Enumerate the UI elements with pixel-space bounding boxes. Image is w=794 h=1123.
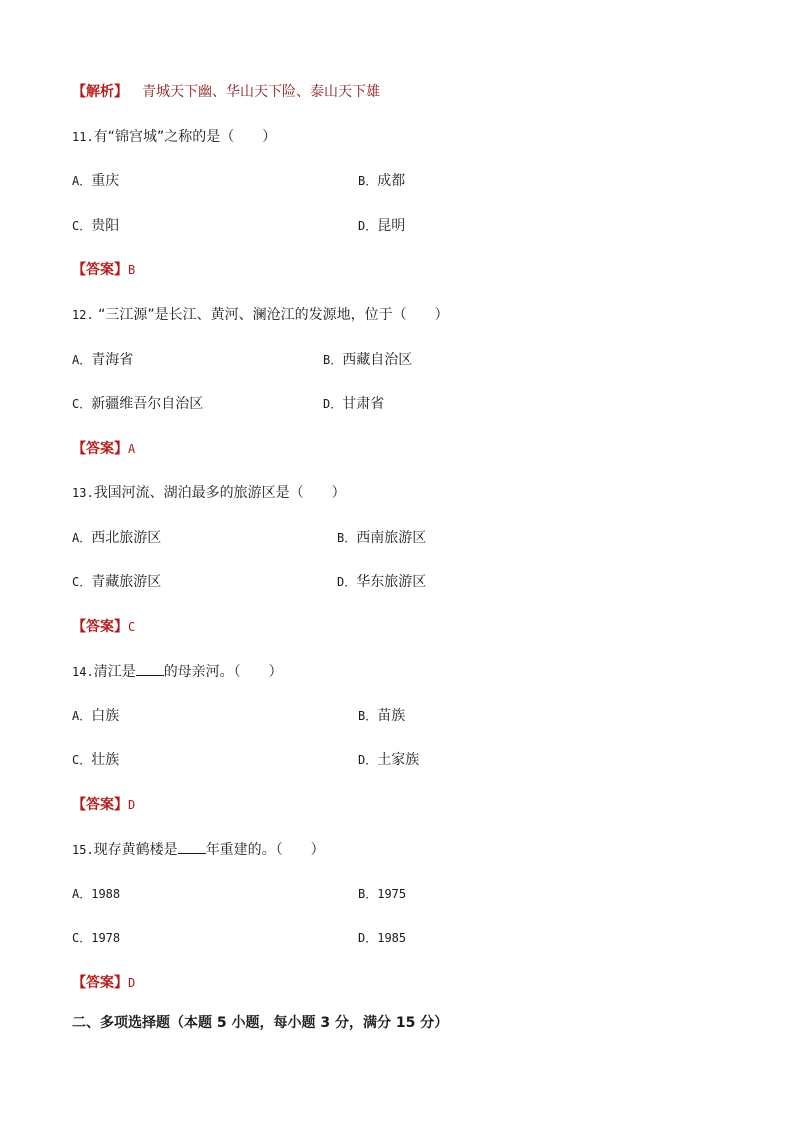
question-15 xyxy=(72,840,325,859)
option-text: 成都 xyxy=(377,173,406,189)
option-letter: A． xyxy=(72,887,92,901)
option-text: 新疆维吾尔自治区 xyxy=(91,396,204,412)
option-15-d[interactable] xyxy=(358,929,406,947)
option-15-c[interactable] xyxy=(72,929,120,947)
answer-14 xyxy=(72,796,135,814)
option-text: 1975 xyxy=(377,887,407,901)
option-letter: C． xyxy=(72,753,92,767)
option-letter: D． xyxy=(337,575,357,589)
option-letter: D． xyxy=(323,397,343,411)
option-letter: C． xyxy=(72,219,92,233)
option-letter: D． xyxy=(358,219,378,233)
option-text: 白族 xyxy=(91,708,120,724)
answer-11 xyxy=(72,261,135,279)
option-14-d[interactable] xyxy=(358,751,419,769)
option-letter: B． xyxy=(358,709,378,723)
option-letter: D． xyxy=(358,753,378,767)
answer-tag: 【答案】 xyxy=(72,262,128,278)
option-letter: A． xyxy=(72,531,92,545)
answer-value: C xyxy=(128,620,136,634)
option-14-c[interactable] xyxy=(72,751,119,769)
option-13-d[interactable] xyxy=(337,573,426,591)
question-number: 14. xyxy=(72,665,94,679)
option-letter: A． xyxy=(72,709,92,723)
option-12-d[interactable] xyxy=(323,395,384,413)
answer-value: D xyxy=(128,976,136,990)
option-text: 壮族 xyxy=(91,752,120,768)
option-15-b[interactable] xyxy=(358,885,406,903)
question-11 xyxy=(72,128,276,146)
option-letter: B． xyxy=(337,531,357,545)
option-14-b[interactable] xyxy=(358,707,405,725)
question-text: 有“锦宫城”之称的是（ ） xyxy=(93,129,277,145)
option-text: 西藏自治区 xyxy=(342,352,413,368)
answer-tag: 【答案】 xyxy=(72,975,128,991)
option-15-a[interactable] xyxy=(72,885,120,903)
answer-value: D xyxy=(128,798,136,812)
question-number: 13. xyxy=(72,486,94,500)
option-text: 1988 xyxy=(91,887,121,901)
answer-value: B xyxy=(128,263,136,277)
option-13-c[interactable] xyxy=(72,573,161,591)
answer-12 xyxy=(72,440,135,458)
option-letter: D． xyxy=(358,931,378,945)
answer-15 xyxy=(72,974,135,992)
option-text: 华东旅游区 xyxy=(356,574,427,590)
question-text-after: 年重建的。（ ） xyxy=(205,842,325,858)
section-title: 二、多项选择题（本题 5 小题，每小题 3 分，满分 15 分） xyxy=(72,1015,449,1031)
option-12-a[interactable] xyxy=(72,351,133,369)
option-11-c[interactable] xyxy=(72,217,119,235)
question-number: 11. xyxy=(72,130,94,144)
analysis-line xyxy=(72,83,380,101)
option-11-d[interactable] xyxy=(358,217,405,235)
question-text-before: 清江是 xyxy=(93,664,136,680)
option-text: 西南旅游区 xyxy=(356,530,427,546)
option-letter: B． xyxy=(358,174,378,188)
option-11-a[interactable] xyxy=(72,172,119,190)
answer-13 xyxy=(72,618,135,636)
question-13 xyxy=(72,484,346,502)
option-text: 甘肃省 xyxy=(342,396,385,412)
fill-blank[interactable] xyxy=(178,840,206,854)
answer-tag: 【答案】 xyxy=(72,619,128,635)
option-letter: A． xyxy=(72,174,92,188)
question-12 xyxy=(72,306,449,324)
option-12-b[interactable] xyxy=(323,351,412,369)
option-letter: B． xyxy=(323,353,343,367)
option-letter: C． xyxy=(72,931,92,945)
option-text: 西北旅游区 xyxy=(91,530,162,546)
option-12-c[interactable] xyxy=(72,395,203,413)
question-text: “三江源”是长江、黄河、澜沧江的发源地，位于（ ） xyxy=(98,307,449,323)
question-number: 15. xyxy=(72,843,94,857)
analysis-text: 青城天下幽、华山天下险、泰山天下雄 xyxy=(142,84,380,100)
option-letter: C． xyxy=(72,575,92,589)
option-11-b[interactable] xyxy=(358,172,405,190)
question-14 xyxy=(72,662,283,681)
analysis-tag: 【解析】 xyxy=(72,84,128,100)
option-text: 1978 xyxy=(91,931,121,945)
answer-value: A xyxy=(128,442,136,456)
option-13-b[interactable] xyxy=(337,529,426,547)
option-text: 1985 xyxy=(377,931,407,945)
option-text: 昆明 xyxy=(377,218,406,234)
question-text-before: 现存黄鹤楼是 xyxy=(93,842,178,858)
option-text: 苗族 xyxy=(377,708,406,724)
fill-blank[interactable] xyxy=(136,662,164,676)
answer-tag: 【答案】 xyxy=(72,441,128,457)
option-letter: C． xyxy=(72,397,92,411)
option-text: 土家族 xyxy=(377,752,420,768)
option-14-a[interactable] xyxy=(72,707,119,725)
option-text: 贵阳 xyxy=(91,218,120,234)
option-text: 青藏旅游区 xyxy=(91,574,162,590)
option-13-a[interactable] xyxy=(72,529,161,547)
answer-tag: 【答案】 xyxy=(72,797,128,813)
option-letter: B． xyxy=(358,887,378,901)
option-text: 重庆 xyxy=(91,173,120,189)
question-text: 我国河流、湖泊最多的旅游区是（ ） xyxy=(93,485,346,501)
option-text: 青海省 xyxy=(91,352,134,368)
option-letter: A． xyxy=(72,353,92,367)
question-text-after: 的母亲河。（ ） xyxy=(163,664,283,680)
question-number: 12. xyxy=(72,308,94,322)
